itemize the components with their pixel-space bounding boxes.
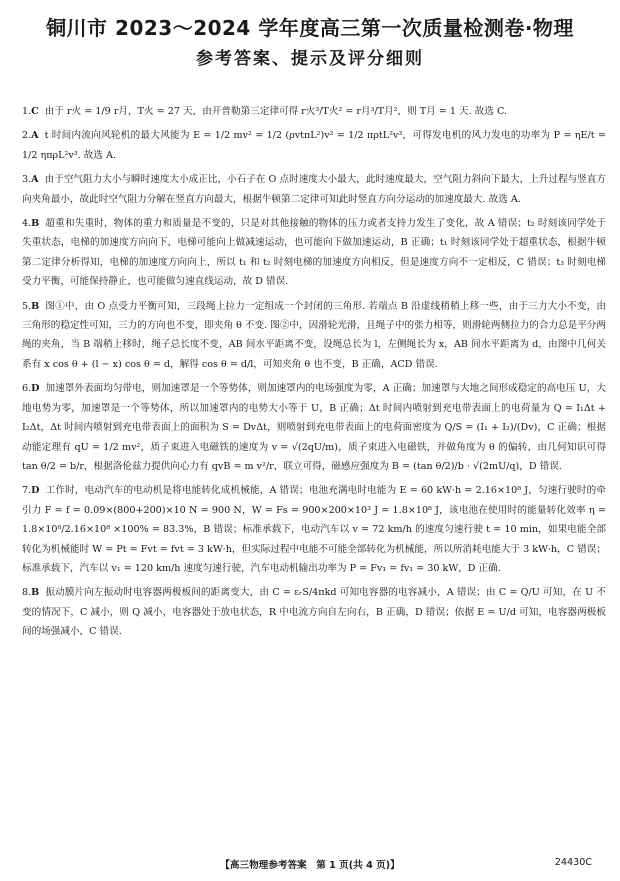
question-number: 7.: [22, 485, 32, 497]
question-number: 6.: [22, 383, 32, 395]
answer-item-1: [22, 102, 606, 121]
explanation-text: 振动膜片向左振动时电容器两极板间的距离变大，由 C = εᵣS/4πkd 可知电容器的电容减小，A 错误；由 C = Q/U 可知，在 U 不变的情况下，C 减小，则 Q 减小，电容器处于放电状态，R 中电流方向自左向右，B 正确，D 错误；依据 E = U/d 可知，电容器两极板间的场强减小，C 错误.: [22, 587, 606, 638]
answer-choice: B: [31, 218, 40, 230]
answer-list: [22, 102, 606, 647]
answer-item-5: [22, 297, 606, 375]
explanation-text: 加速罩外表面均匀带电，则加速罩是一个等势体，则加速罩内的电场强度为零，A 正确；加速罩与大地之间形成稳定的高电压 U，大地电势为零，加速罩是一个等势体，所以加速罩内的电势大小等于 U，B 正确；Δt 时间内喷射到充电带表面上的电荷量为 Q = I₁Δt + I₂Δt，Δt 时间内喷射到充电带表面上的面积为 S = DvΔt，则喷射到充电带表面上的电荷面密度为 Q/S = (I₁ + I₂)/(Dv)，C 正确；根据动能定理有 qU = 1/2 mv²，质子束进入电磁铁的速度为 v = √(2qU/m)，质子束进入电磁铁，并做角度为 θ 的偏转，由几何知识可得 tan θ/2 = b/r，根据洛伦兹力提供向心力有 qvB = m v²/r，联立可得，磁感应强度为 B = (tan θ/2)/b · √(2mU/q)，D 错误.: [22, 383, 606, 472]
answer-choice: B: [31, 587, 40, 599]
answer-choice: B: [31, 300, 40, 312]
answer-item-3: [22, 170, 606, 209]
document-title: 铜川市 2023～2024 学年度高三第一次质量检测卷·物理: [46, 16, 574, 40]
answer-item-7: [22, 481, 606, 578]
document-code: 24430C: [554, 857, 592, 868]
answer-item-4: [22, 214, 606, 292]
answer-item-2: [22, 126, 606, 165]
question-number: 8.: [22, 587, 32, 599]
answer-choice: A: [31, 130, 39, 142]
question-number: 4.: [22, 218, 32, 230]
page-footer: 【高三物理参考答案 第 1 页(共 4 页)】: [220, 860, 400, 871]
answer-choice: D: [31, 485, 40, 497]
explanation-text: 图①中，由 O 点受力平衡可知，三段绳上拉力一定组成一个封闭的三角形. 若端点 B 沿虚线稍稍上移一些，由于三力大小不变，由三角形的稳定性可知，三力的方向也不变，即夹角 θ 不变. 图②中，因滑轮光滑，且绳子中的张力相等，则滑轮两侧拉力的合力总是平分两绳的夹角，当 B 端稍上移时，绳子总长度不变，AB 间水平距离不变，设绳总长为 l，左侧绳长为 x，AB 间水平距离为 d，由图中几何关系有 x cos θ + (l − x) cos θ = d，解得 cos θ = d/l，可知夹角 θ 也不变，B 正确，ACD 错误.: [22, 300, 607, 370]
answer-choice: C: [31, 106, 39, 117]
answer-item-6: [22, 379, 606, 476]
question-number: 3.: [22, 174, 32, 186]
answer-item-8: [22, 583, 606, 641]
explanation-text: 由于 r火 = 1/9 r月，T火 = 27 天，由开普勒第三定律可得 r火³/T火² = r月³/T月²，则 T月 = 1 天. 故选 C.: [44, 106, 508, 117]
question-number: 5.: [22, 300, 32, 312]
explanation-text: t 时间内流向风轮机的最大风能为 E = 1/2 mv² = 1/2 (ρvtπL²)v² = 1/2 πρtL²v³，可得发电机的风力发电的功率为 P = ηE/t = 1/2 ηπρL²v³. 故选 A.: [22, 130, 606, 161]
explanation-text: 工作时，电动汽车的电动机是将电能转化成机械能，A 错误；电池充满电时电能为 E = 60 kW·h = 2.16×10⁸ J，匀速行驶时的牵引力 F = f = 0.09×(800+200)×10 N = 900 N，W = Fs = 900×200×10³ J = 1.8×10⁸ J，该电池在使用时的能量转化效率 η = 1.8×10⁸/2.16×10⁸ ×100% = 83.3%，B 错误；标准承载下，电动汽车以 v = 72 km/h 的速度匀速行驶 t = 10 min，如果电能全部转化为机械能时 W = Pt = Fvt = fvt = 3 kW·h，但实际过程中电能不可能全部转化为机械能，所以所消耗电能大于 3 kW·h，C 错误；标准承载下，汽车以 v₁ = 120 km/h 速度匀速行驶，汽车电动机输出功率为 P = Fv₁ = fv₁ = 30 kW，D 正确.: [22, 485, 606, 574]
question-number: 2.: [22, 130, 32, 142]
explanation-text: 由于空气阻力大小与瞬时速度大小成正比，小石子在 O 点时速度大小最大，此时速度最大，空气阻力斜向下最大，上升过程与竖直方向夹角最小，故此时空气阻力分解在竖直方向最大，根据牛顿第二定律可知此时竖直方向分运动的加速度最大. 故选 A.: [22, 174, 606, 205]
document-subtitle: 参考答案、提示及评分细则: [196, 49, 424, 69]
question-number: 1.: [22, 106, 32, 117]
answer-choice: D: [31, 383, 40, 395]
explanation-text: 超重和失重时，物体的重力和质量是不变的，只是对其他接触的物体的压力或者支持力发生了变化，故 A 错误；t₂ 时刻该同学处于失重状态，电梯的加速度方向向下，电梯可能向上做减速运动，也可能向下做加速运动，B 正确；t₁ 时刻该同学处于超重状态，根据牛顿第二定律分析得知，电梯的加速度方向向上，所以 t₁ 和 t₂ 时刻电梯的加速度方向相反，但是速度方向不一定相反，C 错误；t₃ 时刻电梯受力平衡，可能保持静止，也可能做匀速直线运动，故 D 错误.: [22, 218, 606, 288]
answer-choice: A: [31, 174, 39, 186]
